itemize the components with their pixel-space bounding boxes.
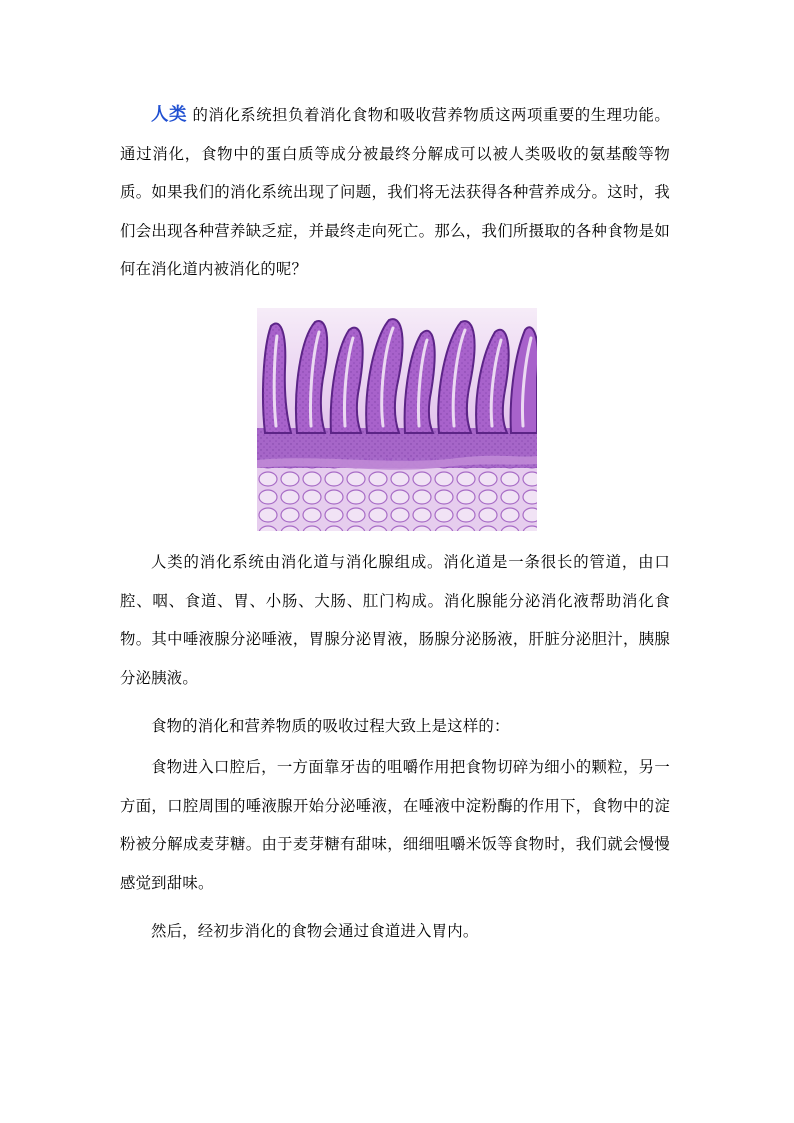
paragraph-process-intro: 食物的消化和营养物质的吸收过程大致上是这样的： [151, 717, 510, 735]
micrograph-illustration [257, 308, 537, 531]
paragraph-stomach-transition: 然后，经初步消化的食物会通过食道进入胃内。 [151, 922, 479, 940]
intestinal-villi-micrograph [257, 308, 537, 531]
paragraph-intro-text: 的消化系统担负着消化食物和吸收营养物质这两项重要的生理功能。通过消化，食物中的蛋白质等成分被最终分解成可以被人类吸收的氨基酸等物质。如果我们的消化系统出现了问题，我们将无法获得各种营养成分。这时，我们会出现各种营养缺乏症，并最终走向死亡。那么，我们所摄取的各种食物是如何在消化道内被消化的呢？ [120, 106, 670, 278]
lead-word: 人类 [151, 105, 188, 125]
paragraph-intro [120, 96, 670, 289]
paragraph-system-overview: 人类的消化系统由消化道与消化腺组成。消化道是一条很长的管道，由口腔、咽、食道、胃、小肠、大肠、肛门构成。消化腺能分泌消化液帮助消化食物。其中唾液腺分泌唾液，胃腺分泌胃液，肠腺分泌肠液，肝脏分泌胆汁，胰腺分泌胰液。 [120, 553, 670, 687]
paragraph-mouth-digestion: 食物进入口腔后，一方面靠牙齿的咀嚼作用把食物切碎为细小的颗粒，另一方面，口腔周围的唾液腺开始分泌唾液，在唾液中淀粉酶的作用下，食物中的淀粉被分解成麦芽糖。由于麦芽糖有甜味，细细咀嚼米饭等食物时，我们就会慢慢感觉到甜味。 [120, 758, 670, 892]
